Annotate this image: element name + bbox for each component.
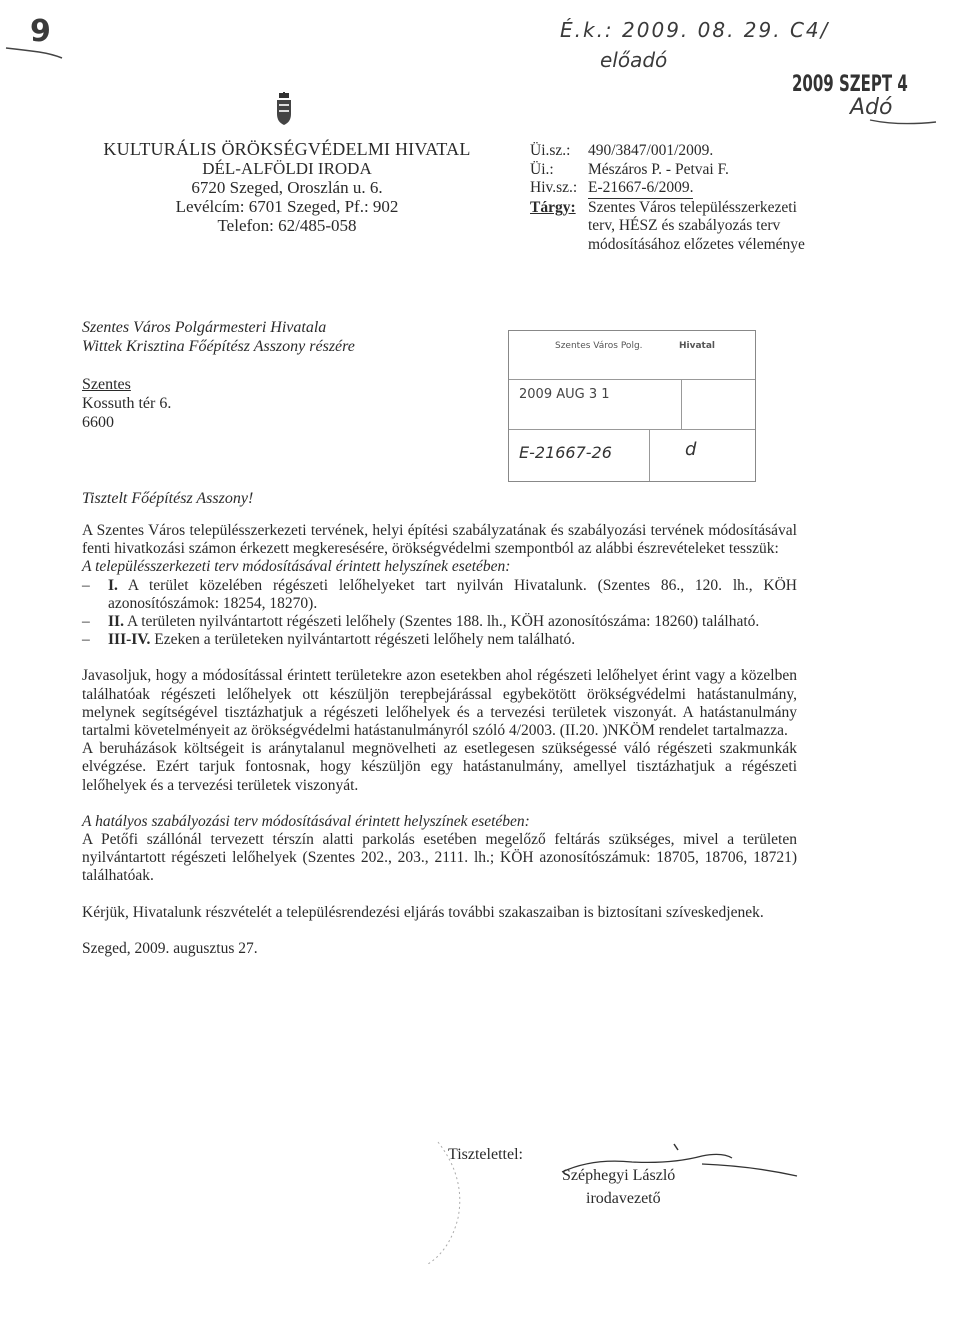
greeting: Tisztelt Főépítész Asszony! (82, 490, 254, 507)
sender-address: 6720 Szeged, Oroszlán u. 6. (191, 178, 383, 197)
recipient-zip: 6600 (82, 414, 114, 431)
subject-line-1: Szentes Város településszerkezeti (588, 198, 797, 216)
signatory-title: irodavezető (586, 1190, 661, 1207)
coat-of-arms-icon (274, 92, 294, 126)
seal-stamp-outline (408, 1138, 468, 1268)
request-paragraph: Kérjük, Hivatalunk részvételét a településrendezési eljárás további szakaszaiban is biztosítani szíveskedjenek. (82, 903, 764, 921)
subject-line-3: módosításához előzetes véleménye (588, 235, 805, 253)
proposal-paragraph: Javasoljuk, hogy a módosítással érintett területekre azon esetekben ahol régészeti lelőhelyet érint vagy a közelben találhatóak régészeti lelőhelyek ott készüljön terepbejárással egybekötött örökségvédelmi hatástanulmány, melynek segítségével tisztázhatjuk a régészeti lelőhelyek és a tervezési területek viszonyát. A hatástanulmány tartalmi követelményeit az örökségvédelmi hatástanulmányról szóló 4/2003. (II.20. )NKÖM rendelet tartalmazza. (82, 667, 797, 740)
stamp-header-right: Hivatal (679, 341, 716, 351)
corner-scribble (4, 40, 64, 70)
stamp-initials: d (685, 439, 697, 460)
handwritten-received-note: É.k.: 2009. 08. 29. C4/ (560, 18, 830, 42)
list-item: – II. A területen nyilvántartott régészeti lelőhely (Szentes 188. lh., KÖH azonosítószáma: 18260) található. (82, 613, 760, 631)
reference-block (530, 142, 805, 254)
sender-phone: Telefon: 62/485-058 (217, 216, 357, 235)
our-ref-label: Üi.sz.: (530, 142, 571, 159)
costs-paragraph: A beruházások költségeit is aránytalanul megnövelheti az esetlegesen szükségessé váló régészeti szakmunkák elvégzése. Ezért tarjuk fontosnak, hogy készüljön egy hatástanulmány, amellyel tisztázhatjuk a régészeti lelőhelyek és a tervezési területek viszonyát. (82, 740, 797, 794)
recipient-city: Szentes (82, 376, 131, 393)
sender-office: DÉL-ALFÖLDI IRODA (202, 159, 372, 178)
initials-underline (868, 110, 938, 130)
signatory-name: Széphegyi László (562, 1167, 676, 1184)
recipient-block (82, 318, 355, 432)
subject-label: Tárgy: (530, 198, 576, 216)
stamp-date: 2009 AUG 3 1 (519, 387, 610, 402)
your-ref-label: Hiv.sz.: (530, 179, 578, 196)
list-item: – III-IV. Ezeken a területeken nyilvántartott régészeti lelőhely nem található. (82, 631, 576, 649)
section-heading-regulation-plan: A hatályos szabályozási terv módosításával érintett helyszínek esetében: (82, 812, 530, 830)
place-and-date: Szeged, 2009. augusztus 27. (82, 939, 258, 957)
letter-body (82, 522, 797, 958)
our-ref-value: 490/3847/001/2009. (588, 142, 714, 159)
clerk-value: Mészáros P. - Petvai F. (588, 160, 729, 178)
petofi-paragraph: A Petőfi szállónál tervezett térszín alatti parkolás esetében megelőző feltárás szükséges, mivel a területen nyilvántartott régészeti lelőhelyek (Szentes 202., 203., 2111. lh.; KÖH azonosítószámuk: 18705, 18706, 18721) találhatóak. (82, 831, 797, 885)
received-stamp (508, 330, 756, 482)
list-item: – I. A terület közelében régészeti lelőhelyeket tart nyilván Hivatalunk. (Szentes 86., 120. lh., KÖH azonosítószámok: 18254, 18270). (82, 576, 797, 612)
stamp-registration-number: E-21667-26 (519, 443, 612, 462)
intro-paragraph: A Szentes Város településszerkezeti tervének, helyi építési szabályzatának és szabályozási tervének módosításával fenti hivatkozási számon érkezett megkeresésére, örökségvédelmi szempontból az alábbi észrevételeket tesszük: (82, 522, 797, 558)
salutation: Tisztelettel: (448, 1146, 523, 1163)
stamp-header-left: Szentes Város Polg. (555, 341, 643, 351)
clerk-label: Üi.: (530, 160, 554, 178)
sender-organization: KULTURÁLIS ÖRÖKSÉGVÉDELMI HIVATAL (103, 139, 471, 159)
your-ref-value: E-21667-6/2009. (588, 179, 693, 199)
handwritten-page-mark: 9 (30, 14, 51, 49)
recipient-street: Kossuth tér 6. (82, 395, 172, 412)
sender-postal-address: Levélcím: 6701 Szeged, Pf.: 902 (175, 197, 399, 216)
recipient-person: Wittek Krisztina Főépítész Asszony részére (82, 338, 355, 355)
section-heading-structure-plan: A településszerkezeti terv módosításával érintett helyszínek esetében: (82, 558, 511, 576)
incoming-date-stamp: 2009 SZEPT 4 (792, 70, 908, 97)
recipient-office: Szentes Város Polgármesteri Hivatala (82, 319, 327, 336)
handwritten-initials: Adó (850, 95, 893, 120)
handwritten-clerk-note: előadó (600, 48, 668, 72)
subject-line-2: terv, HÉSZ és szabályozás terv (588, 217, 781, 234)
sender-block (82, 140, 492, 235)
